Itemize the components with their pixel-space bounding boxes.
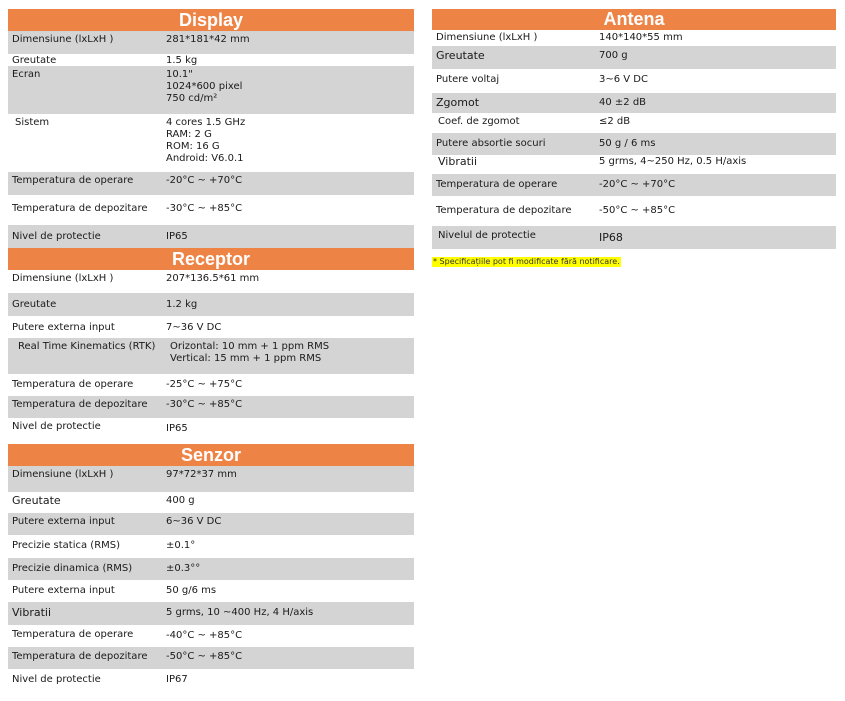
specification-note: * Specificațiile pot fi modificate fără notificare. bbox=[433, 257, 620, 266]
receptor-row: Nivel de protectie IP65 bbox=[8, 418, 414, 440]
receptor-row: Dimensiune (lxLxH ) 207*136.5*61 mm bbox=[8, 270, 414, 293]
left-column bbox=[8, 9, 414, 691]
footnote bbox=[432, 249, 836, 268]
senzor-row: Precizie statica (RMS) ±0.1° bbox=[8, 535, 414, 558]
receptor-section-title: Receptor bbox=[8, 248, 414, 270]
antena-row: Temperatura de depozitare -50°C ~ +85°C bbox=[432, 196, 836, 226]
display-row: Ecran 10.1" 1024*600 pixel 750 cd/m² bbox=[8, 66, 414, 114]
display-row: Dimensiune (lxLxH ) 281*181*42 mm bbox=[8, 31, 414, 54]
receptor-row: Putere externa input 7~36 V DC bbox=[8, 316, 414, 338]
senzor-row: Nivel de protectie IP67 bbox=[8, 669, 414, 691]
senzor-row: Temperatura de operare -40°C ~ +85°C bbox=[8, 625, 414, 647]
senzor-row: Dimensiune (lxLxH ) 97*72*37 mm bbox=[8, 466, 414, 492]
antena-row: Coef. de zgomot ≤2 dB bbox=[432, 113, 836, 133]
antena-row: Greutate 700 g bbox=[432, 46, 836, 69]
display-row: Temperatura de operare -20°C ~ +70°C bbox=[8, 172, 414, 195]
senzor-row: Putere externa input 6~36 V DC bbox=[8, 513, 414, 535]
receptor-row: Temperatura de depozitare -30°C ~ +85°C bbox=[8, 396, 414, 418]
senzor-section-title: Senzor bbox=[8, 444, 414, 466]
display-row: Greutate 1.5 kg bbox=[8, 54, 414, 66]
senzor-row: Vibratii 5 grms, 10 ~400 Hz, 4 H/axis bbox=[8, 602, 414, 625]
receptor-row: Greutate 1.2 kg bbox=[8, 293, 414, 316]
display-section-title: Display bbox=[8, 9, 414, 31]
display-row: Temperatura de depozitare -30°C ~ +85°C bbox=[8, 195, 414, 225]
antena-row: Vibratii 5 grms, 4~250 Hz, 0.5 H/axis bbox=[432, 155, 836, 174]
antena-row: Putere voltaj 3~6 V DC bbox=[432, 69, 836, 93]
senzor-row: Temperatura de depozitare -50°C ~ +85°C bbox=[8, 647, 414, 669]
right-column bbox=[432, 9, 836, 268]
receptor-row: Temperatura de operare -25°C ~ +75°C bbox=[8, 374, 414, 396]
senzor-row: Putere externa input 50 g/6 ms bbox=[8, 580, 414, 602]
receptor-row: Real Time Kinematics (RTK) Orizontal: 10 mm + 1 ppm RMS Vertical: 15 mm + 1 ppm RMS bbox=[8, 338, 414, 374]
display-row: Sistem 4 cores 1.5 GHz RAM: 2 G ROM: 16 G Android: V6.0.1 bbox=[8, 114, 414, 172]
antena-row: Zgomot 40 ±2 dB bbox=[432, 93, 836, 113]
senzor-row: Precizie dinamica (RMS) ±0.3°° bbox=[8, 558, 414, 580]
antena-row: Temperatura de operare -20°C ~ +70°C bbox=[432, 174, 836, 196]
antena-section-title: Antena bbox=[432, 9, 836, 30]
senzor-row: Greutate 400 g bbox=[8, 492, 414, 513]
antena-row: Putere absortie socuri 50 g / 6 ms bbox=[432, 133, 836, 155]
antena-row: Dimensiune (lxLxH ) 140*140*55 mm bbox=[432, 30, 836, 46]
display-row: Nivel de protectie IP65 bbox=[8, 225, 414, 248]
antena-row: Nivelul de protectie IP68 bbox=[432, 226, 836, 249]
